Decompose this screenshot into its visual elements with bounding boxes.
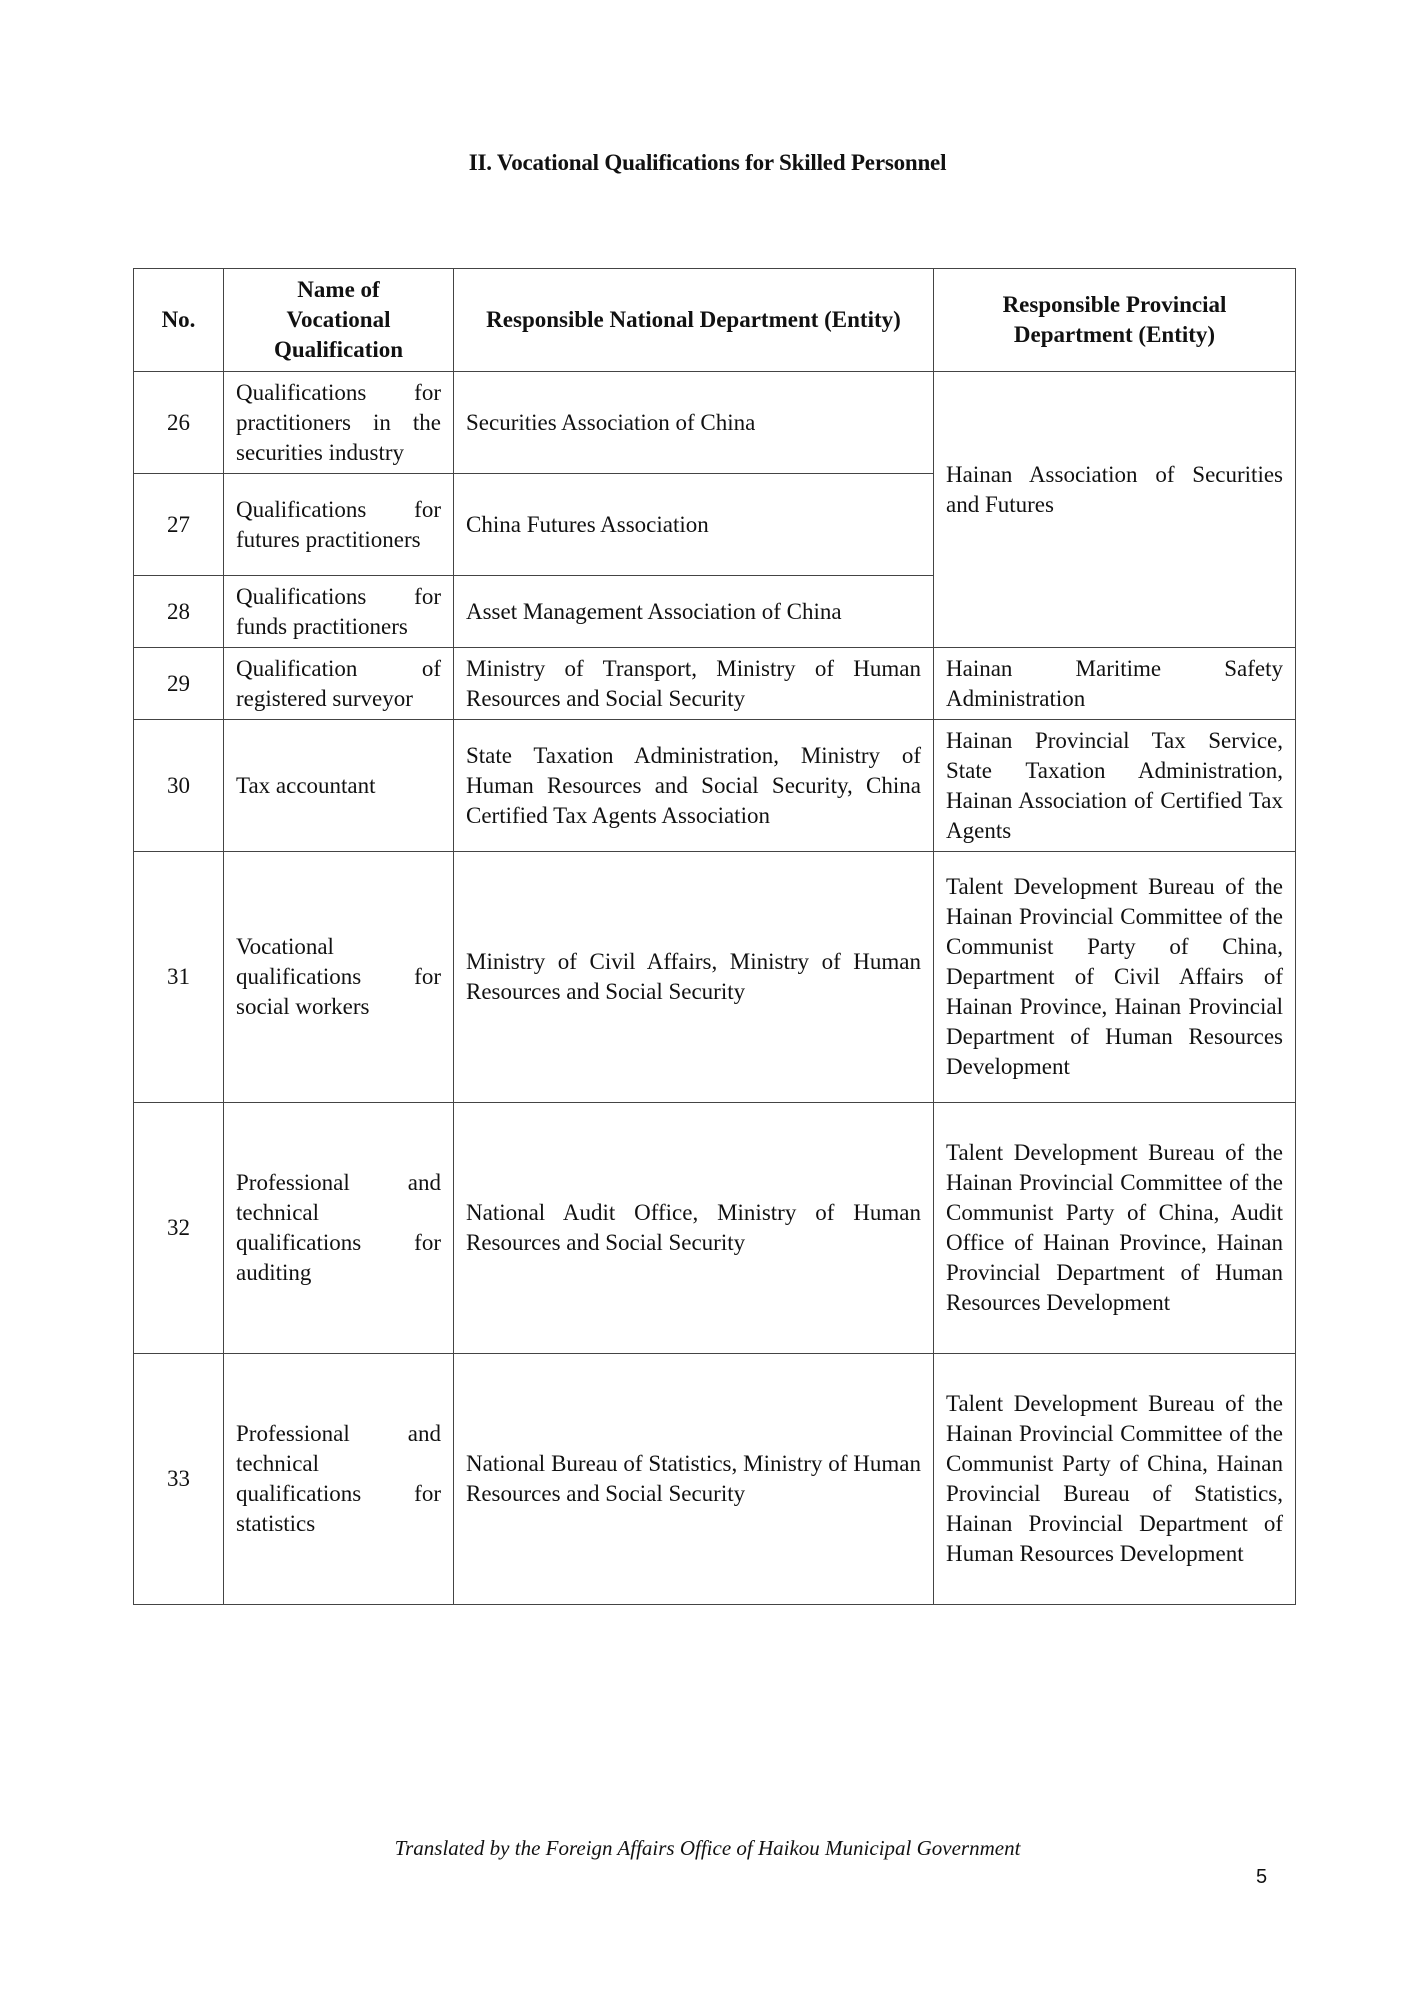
page-number: 5 xyxy=(1256,1866,1268,1888)
row-number: 31 xyxy=(134,852,224,1103)
national-department: National Bureau of Statistics, Ministry of Human Resources and Social Security xyxy=(454,1354,934,1605)
national-department: National Audit Office, Ministry of Human Resources and Social Security xyxy=(454,1103,934,1354)
table-row xyxy=(134,1103,1296,1354)
national-department: Ministry of Transport, Ministry of Human Resources and Social Security xyxy=(454,648,934,720)
row-number: 32 xyxy=(134,1103,224,1354)
header-national: Responsible National Department (Entity) xyxy=(454,269,934,372)
qualifications-table xyxy=(133,268,1296,1605)
provincial-department: Hainan Provincial Tax Service, State Taxation Administration, Hainan Association of Certified Tax Agents xyxy=(934,720,1296,852)
row-number: 30 xyxy=(134,720,224,852)
qualification-name: Vocational qualifications for social workers xyxy=(224,852,454,1103)
national-department: Asset Management Association of China xyxy=(454,576,934,648)
row-number: 26 xyxy=(134,372,224,474)
national-department: China Futures Association xyxy=(454,474,934,576)
table-header-row xyxy=(134,269,1296,372)
header-provincial: Responsible Provincial Department (Entity) xyxy=(934,269,1296,372)
provincial-department: Talent Development Bureau of the Hainan Provincial Committee of the Communist Party of China, Department of Civil Affairs of Hainan Province, Hainan Provincial Department of Human Resources Development xyxy=(934,852,1296,1103)
qualification-name: Qualifications for funds practitioners xyxy=(224,576,454,648)
qualification-name: Tax accountant xyxy=(224,720,454,852)
table-row xyxy=(134,852,1296,1103)
provincial-department: Talent Development Bureau of the Hainan Provincial Committee of the Communist Party of China, Hainan Provincial Bureau of Statistics, Hainan Provincial Department of Human Resources Development xyxy=(934,1354,1296,1605)
row-number: 29 xyxy=(134,648,224,720)
header-name: Name of Vocational Qualification xyxy=(224,269,454,372)
qualification-name: Professional and technical qualifications for auditing xyxy=(224,1103,454,1354)
row-number: 27 xyxy=(134,474,224,576)
national-department: Ministry of Civil Affairs, Ministry of Human Resources and Social Security xyxy=(454,852,934,1103)
table-row xyxy=(134,1354,1296,1605)
translator-note: Translated by the Foreign Affairs Office of Haikou Municipal Government xyxy=(394,1836,1021,1860)
header-no: No. xyxy=(134,269,224,372)
qualification-name: Qualifications for practitioners in the securities industry xyxy=(224,372,454,474)
provincial-department: Hainan Maritime Safety Administration xyxy=(934,648,1296,720)
qualification-name: Qualification of registered surveyor xyxy=(224,648,454,720)
national-department: State Taxation Administration, Ministry of Human Resources and Social Security, China Certified Tax Agents Association xyxy=(454,720,934,852)
table-row xyxy=(134,720,1296,852)
row-number: 28 xyxy=(134,576,224,648)
row-number: 33 xyxy=(134,1354,224,1605)
provincial-department: Talent Development Bureau of the Hainan Provincial Committee of the Communist Party of China, Audit Office of Hainan Province, Hainan Provincial Department of Human Resources Development xyxy=(934,1103,1296,1354)
national-department: Securities Association of China xyxy=(454,372,934,474)
qualification-name: Professional and technical qualifications for statistics xyxy=(224,1354,454,1605)
table-row xyxy=(134,648,1296,720)
page-title: II. Vocational Qualifications for Skilled Personnel xyxy=(468,150,947,175)
qualification-name: Qualifications for futures practitioners xyxy=(224,474,454,576)
provincial-department: Hainan Association of Securities and Futures xyxy=(934,372,1296,648)
table-row xyxy=(134,372,1296,474)
